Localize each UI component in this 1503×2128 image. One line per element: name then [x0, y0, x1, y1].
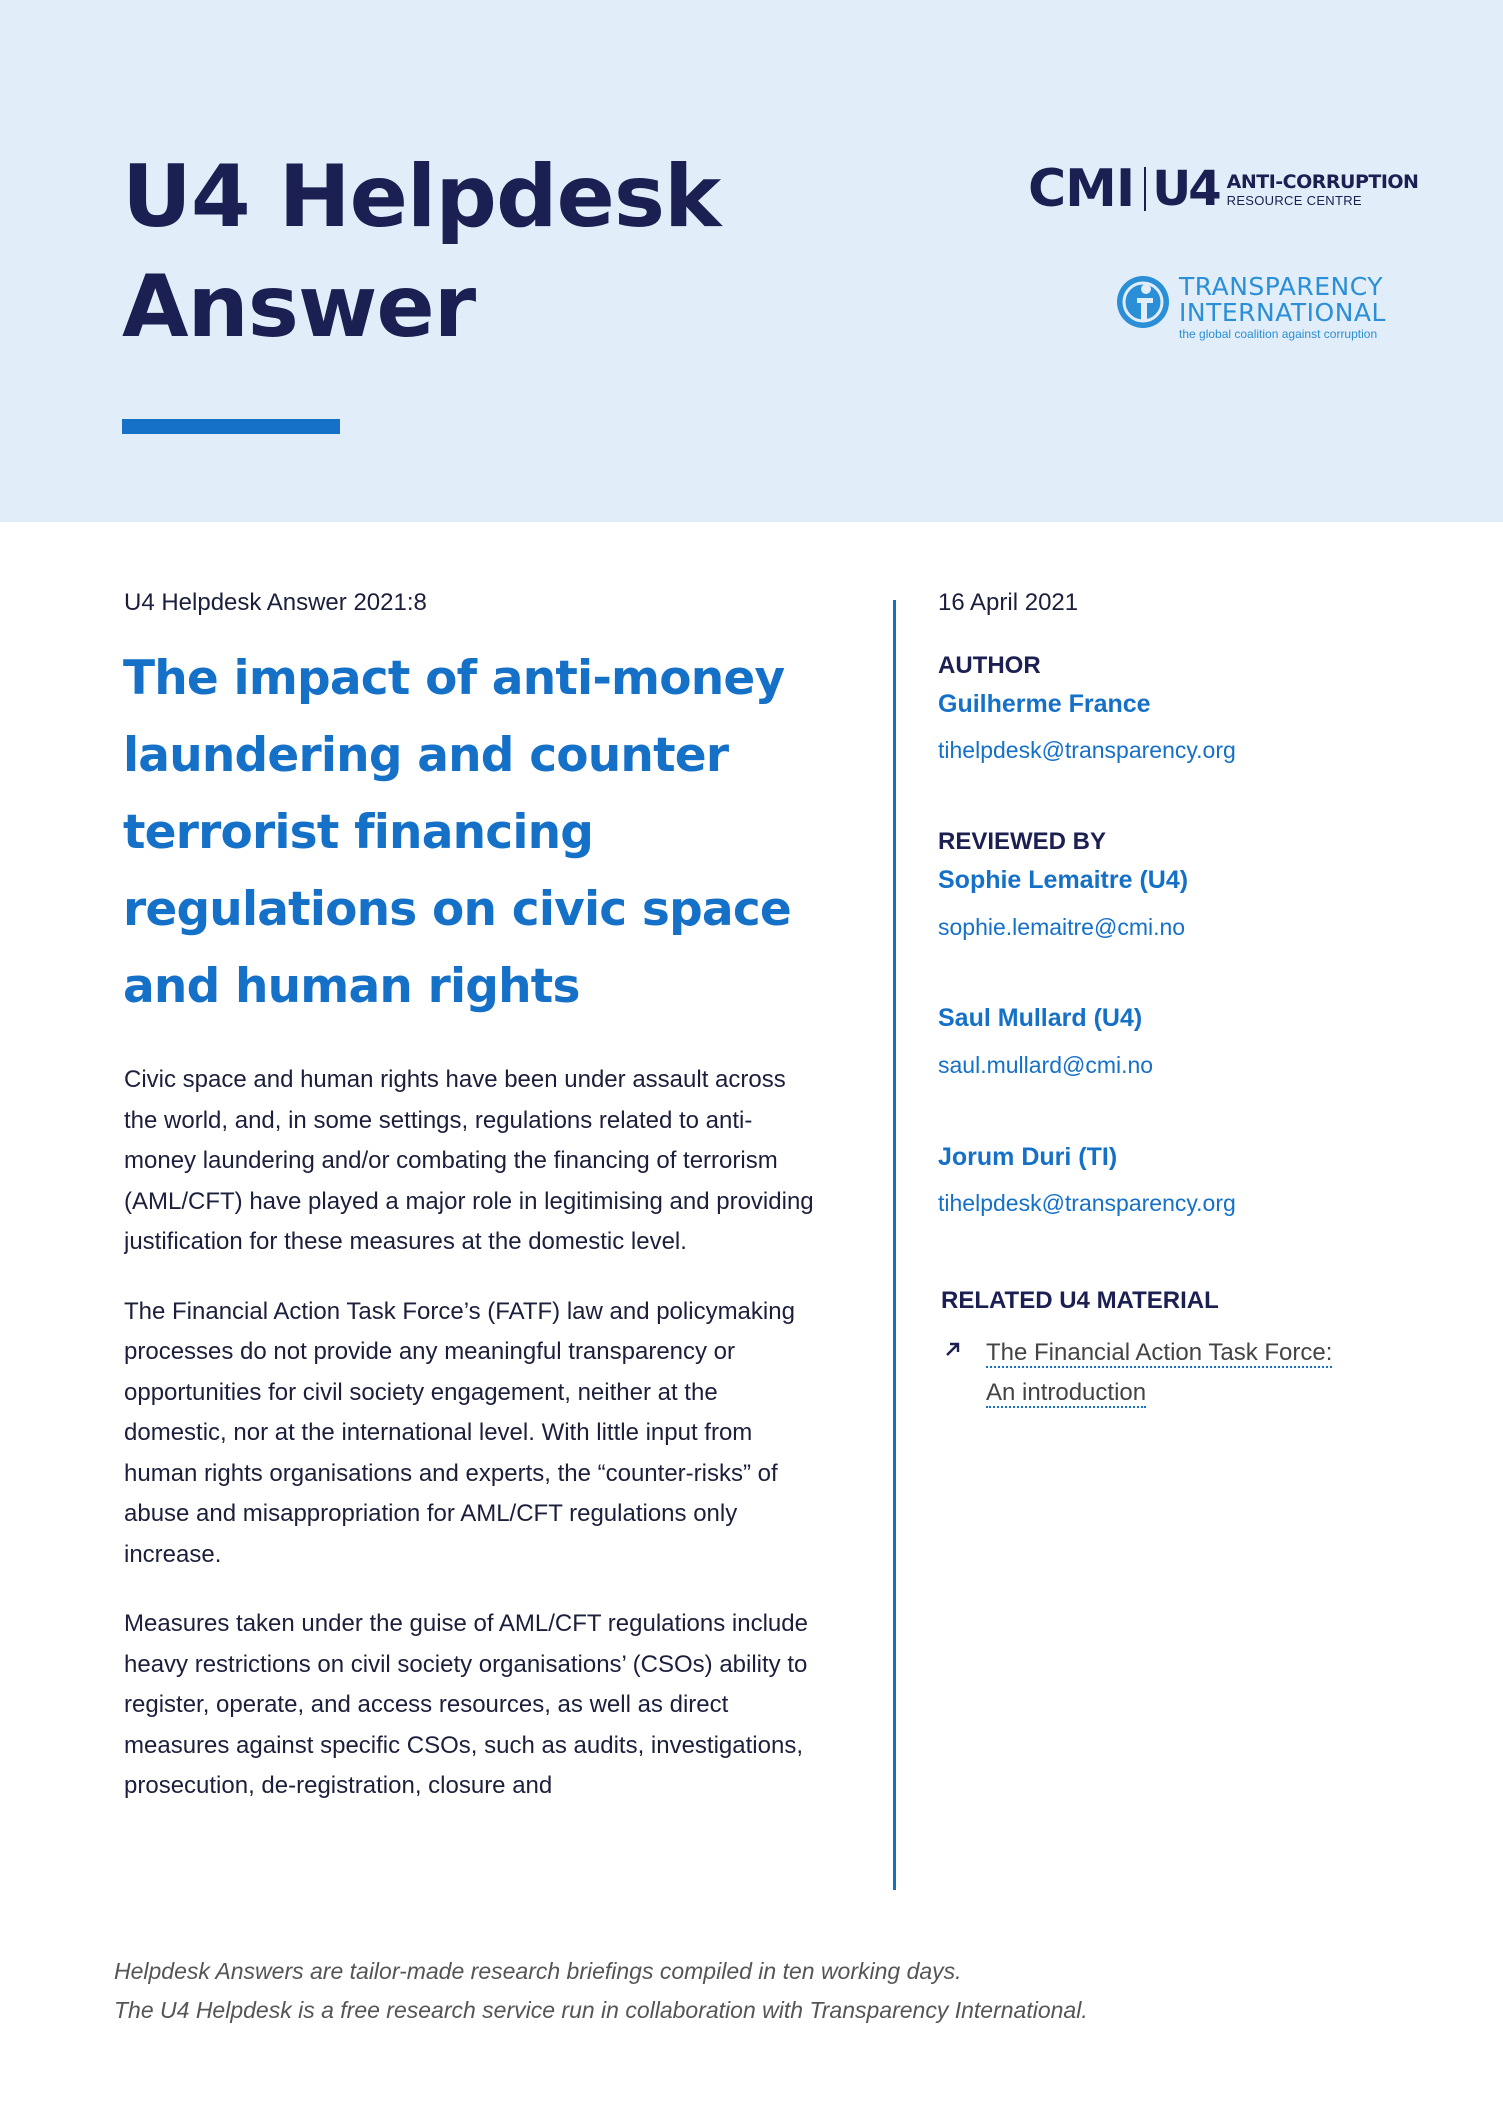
cmi-u4-logo	[1028, 160, 1418, 218]
related-material-link[interactable]	[986, 1333, 1366, 1413]
reviewed-by-label: REVIEWED BY	[938, 828, 1107, 855]
arrow-up-right-icon	[944, 1340, 962, 1358]
reviewer-name: Saul Mullard (U4)	[938, 1004, 1143, 1032]
header-band	[0, 0, 1503, 522]
ti-logo-line2: INTERNATIONAL	[1179, 298, 1386, 327]
publication-date: 16 April 2021	[938, 589, 1079, 616]
article-title: The impact of anti-money laundering and counter terrorist financing regulations on civic space and human rights	[123, 651, 791, 1014]
reviewer-email[interactable]: tihelpdesk@transparency.org	[938, 1190, 1236, 1216]
ti-logo-words	[1179, 274, 1386, 342]
related-material-label: RELATED U4 MATERIAL	[941, 1287, 1219, 1314]
title-underline	[122, 419, 340, 434]
page-title-line1: U4 Helpdesk	[122, 147, 721, 247]
reviewer-email[interactable]: saul.mullard@cmi.no	[938, 1052, 1154, 1078]
article-body	[124, 1060, 824, 1830]
column-divider	[893, 600, 896, 1890]
reviewer-name: Jorum Duri (TI)	[938, 1143, 1118, 1171]
transparency-international-logo	[1115, 274, 1386, 342]
author-label: AUTHOR	[938, 652, 1041, 679]
body-paragraph: Measures taken under the guise of AML/CFT regulations include heavy restrictions on civil society organisations’ (CSOs) ability to register, operate, and access resources, as well as direct measures against specific CSOs, such as audits, investigations, prosecution, de-registration, closure and	[124, 1610, 808, 1799]
reviewer-name: Sophie Lemaitre (U4)	[938, 866, 1189, 894]
u4-logo-line2: RESOURCE CENTRE	[1226, 192, 1362, 208]
u4-logo-words	[1227, 171, 1419, 208]
u4-logo-line1: ANTI-CORRUPTION	[1226, 170, 1419, 193]
reviewer-email[interactable]: sophie.lemaitre@cmi.no	[938, 914, 1186, 940]
author-name: Guilherme France	[938, 690, 1151, 718]
answer-reference: U4 Helpdesk Answer 2021:8	[124, 589, 427, 616]
footer-line1: Helpdesk Answers are tailor-made research briefings compiled in ten working days.	[114, 1958, 962, 1984]
body-paragraph: Civic space and human rights have been under assault across the world, and, in some settings, regulations related to anti-money laundering and/or combating the financing of terrorism (AML/CFT) have played a major role in legitimising and providing justification for these measures at the domestic level.	[124, 1066, 814, 1255]
footer-line2: The U4 Helpdesk is a free research service run in collaboration with Transparency International.	[114, 1997, 1088, 2023]
ti-emblem-icon	[1115, 274, 1171, 330]
author-email[interactable]: tihelpdesk@transparency.org	[938, 737, 1236, 763]
ti-logo-tagline: the global coalition against corruption	[1179, 327, 1378, 341]
u4-logo-mark: U4	[1152, 161, 1219, 217]
page-title	[122, 142, 720, 362]
footer-note	[114, 1952, 1088, 2030]
cmi-logo-text: CMI	[1028, 159, 1135, 219]
related-material-link-text[interactable]: The Financial Action Task Force: An introduction	[986, 1339, 1333, 1406]
ti-logo-line1: TRANSPARENCY	[1179, 272, 1384, 301]
body-paragraph: The Financial Action Task Force’s (FATF) law and policymaking processes do not provide any meaningful transparency or opportunities for civil society engagement, neither at the domestic, nor at the international level. With little input from human rights organisations and experts, the “counter-risks” of abuse and misappropriation for AML/CFT regulations only increase.	[124, 1297, 795, 1568]
logo-divider	[1144, 167, 1146, 211]
page-title-line2: Answer	[122, 257, 476, 357]
